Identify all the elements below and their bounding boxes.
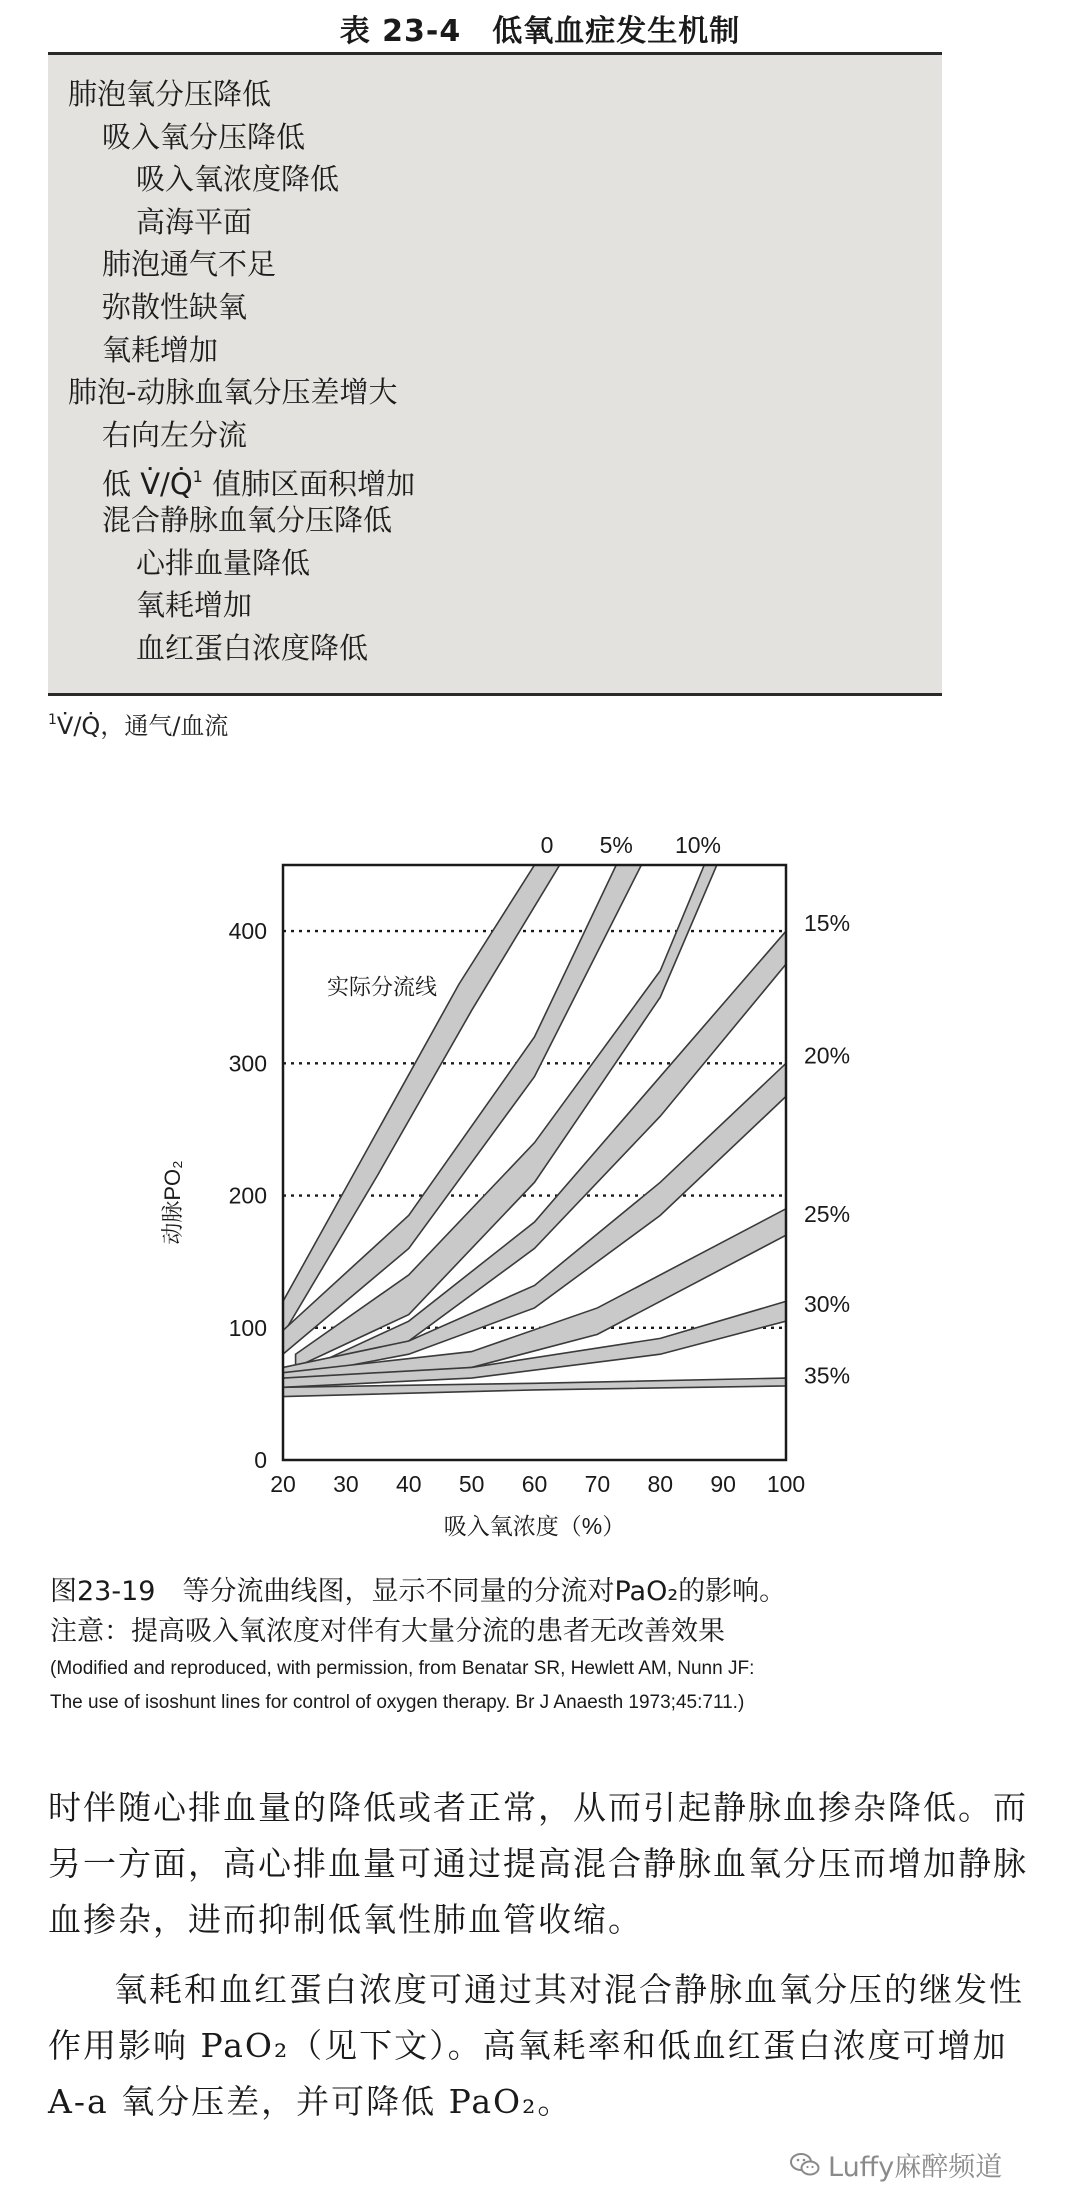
watermark-text: Luffy麻醉频道 — [828, 2152, 1003, 2183]
x-axis-label: 吸入氧浓度（%） — [443, 1513, 626, 1539]
series-label: 10% — [674, 832, 721, 858]
table-row — [48, 414, 942, 457]
series-label: 35% — [804, 1362, 851, 1389]
row-text: 弥散性缺氧 — [102, 289, 248, 324]
mechanism-table — [48, 52, 942, 696]
series-label: 30% — [804, 1290, 851, 1317]
y-tick-label: 300 — [228, 1050, 267, 1077]
series-label: 25% — [804, 1201, 851, 1227]
table-row — [48, 243, 942, 286]
x-tick-label: 100 — [766, 1471, 806, 1497]
table-row — [48, 158, 942, 201]
x-tick-label: 20 — [270, 1471, 296, 1497]
row-text: 心排血量降低 — [136, 545, 311, 580]
y-tick-label: 200 — [228, 1182, 267, 1209]
row-text: 肺泡氧分压降低 — [68, 77, 272, 111]
shunt-line-annotation: 实际分流线 — [327, 974, 438, 1000]
x-tick-label: 80 — [647, 1471, 674, 1497]
row-text: 低 V̇/Q̇ — [102, 467, 193, 502]
row-text: 混合静脉血氧分压降低 — [102, 502, 393, 537]
x-tick-label: 60 — [521, 1471, 548, 1497]
body-text — [48, 1780, 1048, 2144]
y-axis-label: 动脉PO₂ — [160, 1160, 185, 1245]
series-label: 5% — [599, 832, 633, 858]
paragraph: 时伴随心排血量的降低或者正常，从而引起静脉血掺杂降低。而另一方面，高心排血量可通过提高混合静脉血氧分压而增加静脉血掺杂，进而抑制低氧性肺血管收缩。 — [48, 1788, 1028, 1939]
table-row — [48, 371, 942, 414]
caption-line: 图23-19 等分流曲线图，显示不同量的分流对PaO₂的影响。 — [50, 1576, 787, 1607]
axis-ticks — [229, 918, 806, 1497]
footnote-text: V̇/Q̇，通气/血流 — [56, 712, 229, 740]
channel-watermark — [790, 2145, 1002, 2184]
x-tick-label: 50 — [458, 1471, 485, 1497]
row-text: 肺泡-动脉血氧分压差增大 — [68, 375, 398, 410]
footnote-mark: 1 — [48, 712, 57, 728]
table-row — [48, 456, 942, 502]
series-label: 15% — [804, 910, 851, 937]
table-row — [48, 286, 942, 329]
row-text: 吸入氧浓度降低 — [136, 162, 340, 197]
x-tick-label: 70 — [584, 1471, 611, 1497]
footnote-mark: 1 — [192, 467, 203, 487]
y-tick-label: 400 — [228, 918, 267, 945]
caption-line: 注意：提高吸入氧浓度对伴有大量分流的患者无改善效果 — [50, 1616, 725, 1647]
table-row — [48, 116, 942, 159]
series-label: 0 — [540, 832, 554, 858]
caption-source: The use of isoshunt lines for control of oxygen therapy. Br J Anaesth 1973;45:711.) — [50, 1692, 745, 1713]
shunt-bands — [283, 865, 786, 1397]
row-text: 氧耗增加 — [102, 332, 219, 367]
figure-caption — [50, 1572, 1040, 1720]
table-row — [48, 201, 942, 244]
row-text: 血红蛋白浓度降低 — [136, 630, 369, 665]
isoshunt-chart — [0, 780, 1080, 1540]
row-text: 肺泡通气不足 — [102, 247, 277, 282]
x-tick-label: 40 — [395, 1471, 422, 1497]
row-text: 右向左分流 — [102, 417, 248, 452]
row-text: 值肺区面积增加 — [212, 467, 416, 502]
table-row — [48, 627, 942, 670]
caption-source: (Modified and reproduced, with permission, from Benatar SR, Hewlett AM, Nunn JF: — [50, 1658, 755, 1679]
paragraph: 氧耗和血红蛋白浓度可通过其对混合静脉血氧分压的继发性作用影响 PaO₂（见下文）。高氧耗率和低血红蛋白浓度可增加 A-a 氧分压差，并可降低 PaO₂。 — [48, 1970, 1024, 2121]
table-row — [48, 584, 942, 627]
table-row — [48, 542, 942, 585]
wechat-icon — [790, 2152, 820, 2178]
x-tick-label: 90 — [710, 1471, 736, 1497]
table-title: 表 23-4 低氧血症发生机制 — [339, 14, 741, 49]
chart-svg — [0, 780, 1080, 1540]
y-tick-label: 0 — [254, 1447, 267, 1473]
x-tick-label: 30 — [333, 1471, 359, 1497]
table-row — [48, 329, 942, 372]
table-row — [48, 73, 942, 116]
table-footnote — [48, 706, 228, 741]
table-row — [48, 499, 942, 542]
row-text: 氧耗增加 — [136, 588, 253, 623]
y-tick-label: 100 — [228, 1314, 267, 1341]
row-text: 吸入氧分压降低 — [102, 119, 306, 154]
series-label: 20% — [804, 1042, 851, 1069]
row-text: 高海平面 — [136, 204, 253, 239]
